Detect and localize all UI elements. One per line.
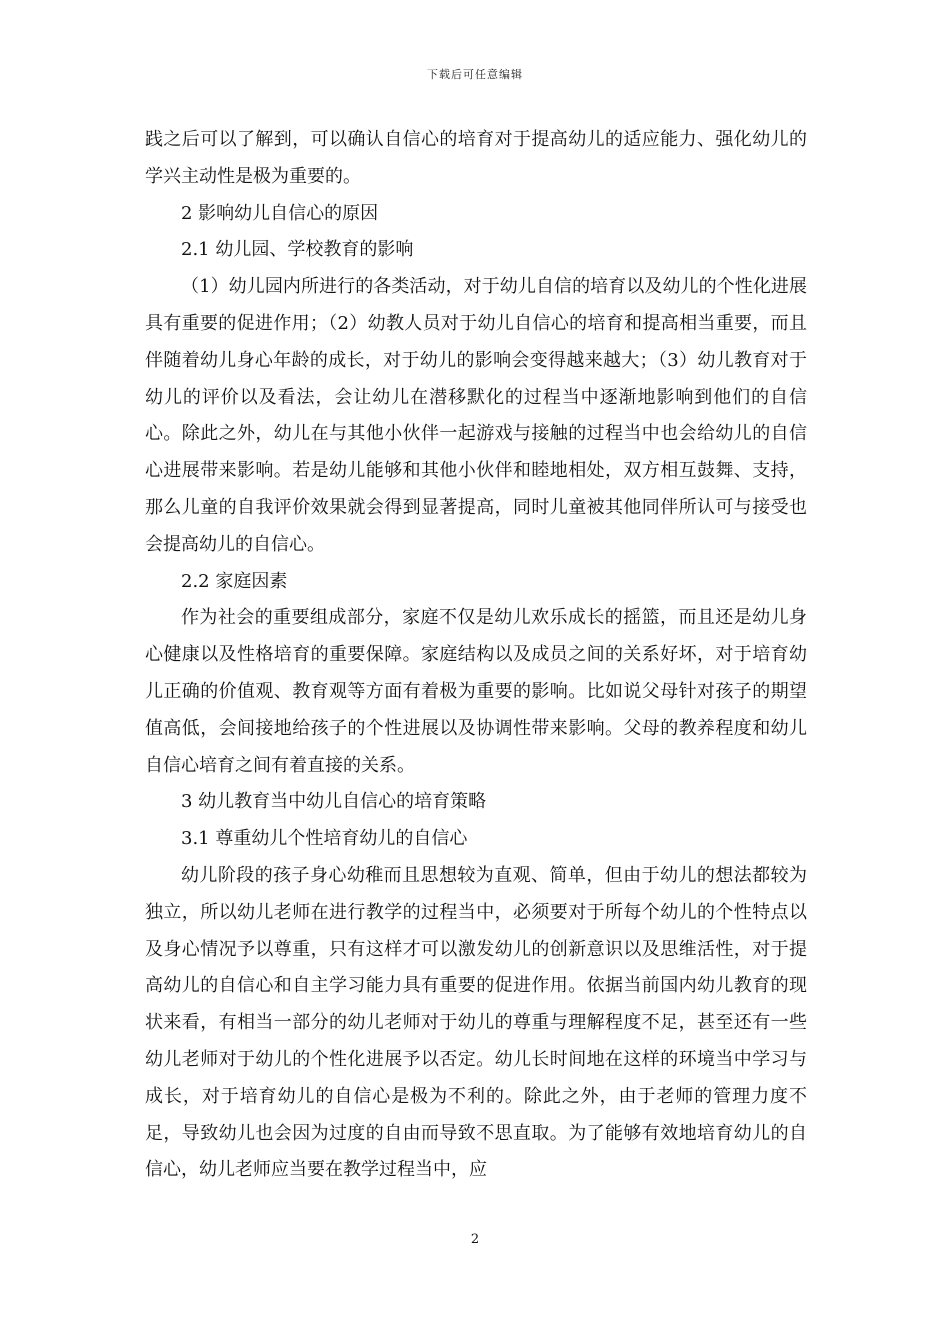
subsection-heading: 3.1 尊重幼儿个性培育幼儿的自信心 xyxy=(181,828,468,850)
document-body xyxy=(145,122,807,1189)
section-heading: 2 影响幼儿自信心的原因 xyxy=(181,202,379,224)
subsection-heading: 2.2 家庭因素 xyxy=(181,570,288,592)
subsection-heading: 2.1 幼儿园、学校教育的影响 xyxy=(181,239,414,261)
page-header: 下载后可任意编辑 xyxy=(427,68,523,81)
page-number: 2 xyxy=(470,1232,480,1247)
section-heading: 3 幼儿教育当中幼儿自信心的培育策略 xyxy=(181,791,487,813)
body-paragraph: （1）幼儿园内所进行的各类活动，对于幼儿自信的培育以及幼儿的个性化进展具有重要的促进作用；（2）幼教人员对于幼儿自信心的培育和提高相当重要，而且伴随着幼儿身心年龄的成长，对于幼儿的影响会变得越来越大；（3）幼儿教育对于幼儿的评价以及看法，会让幼儿在潜移默化的过程当中逐渐地影响到他们的自信心。除此之外，幼儿在与其他小伙伴一起游戏与接触的过程当中也会给幼儿的自信心进展带来影响。若是幼儿能够和其他小伙伴和睦地相处，双方相互鼓舞、支持，那么儿童的自我评价效果就会得到显著提高，同时儿童被其他同伴所认可与接受也会提高幼儿的自信心。 xyxy=(145,276,807,555)
paragraph-continued: 践之后可以了解到，可以确认自信心的培育对于提高幼儿的适应能力、强化幼儿的学兴主动性是极为重要的。 xyxy=(145,129,807,187)
body-paragraph: 作为社会的重要组成部分，家庭不仅是幼儿欢乐成长的摇篮，而且还是幼儿身心健康以及性格培育的重要保障。家庭结构以及成员之间的关系好坏，对于培育幼儿正确的价值观、教育观等方面有着极为重要的影响。比如说父母针对孩子的期望值高低，会间接地给孩子的个性进展以及协调性带来影响。父母的教养程度和幼儿自信心培育之间有着直接的关系。 xyxy=(145,607,807,776)
body-paragraph: 幼儿阶段的孩子身心幼稚而且思想较为直观、简单，但由于幼儿的想法都较为独立，所以幼儿老师在进行教学的过程当中，必须要对于所每个幼儿的个性特点以及身心情况予以尊重，只有这样才可以激发幼儿的创新意识以及思维活性，对于提高幼儿的自信心和自主学习能力具有重要的促进作用。依据当前国内幼儿教育的现状来看，有相当一部分的幼儿老师对于幼儿的尊重与理解程度不足，甚至还有一些幼儿老师对于幼儿的个性化进展予以否定。幼儿长时间地在这样的环境当中学习与成长，对于培育幼儿的自信心是极为不利的。除此之外，由于老师的管理力度不足，导致幼儿也会因为过度的自由而导致不思直取。为了能够有效地培育幼儿的自信心，幼儿老师应当要在教学过程当中，应 xyxy=(145,864,807,1181)
